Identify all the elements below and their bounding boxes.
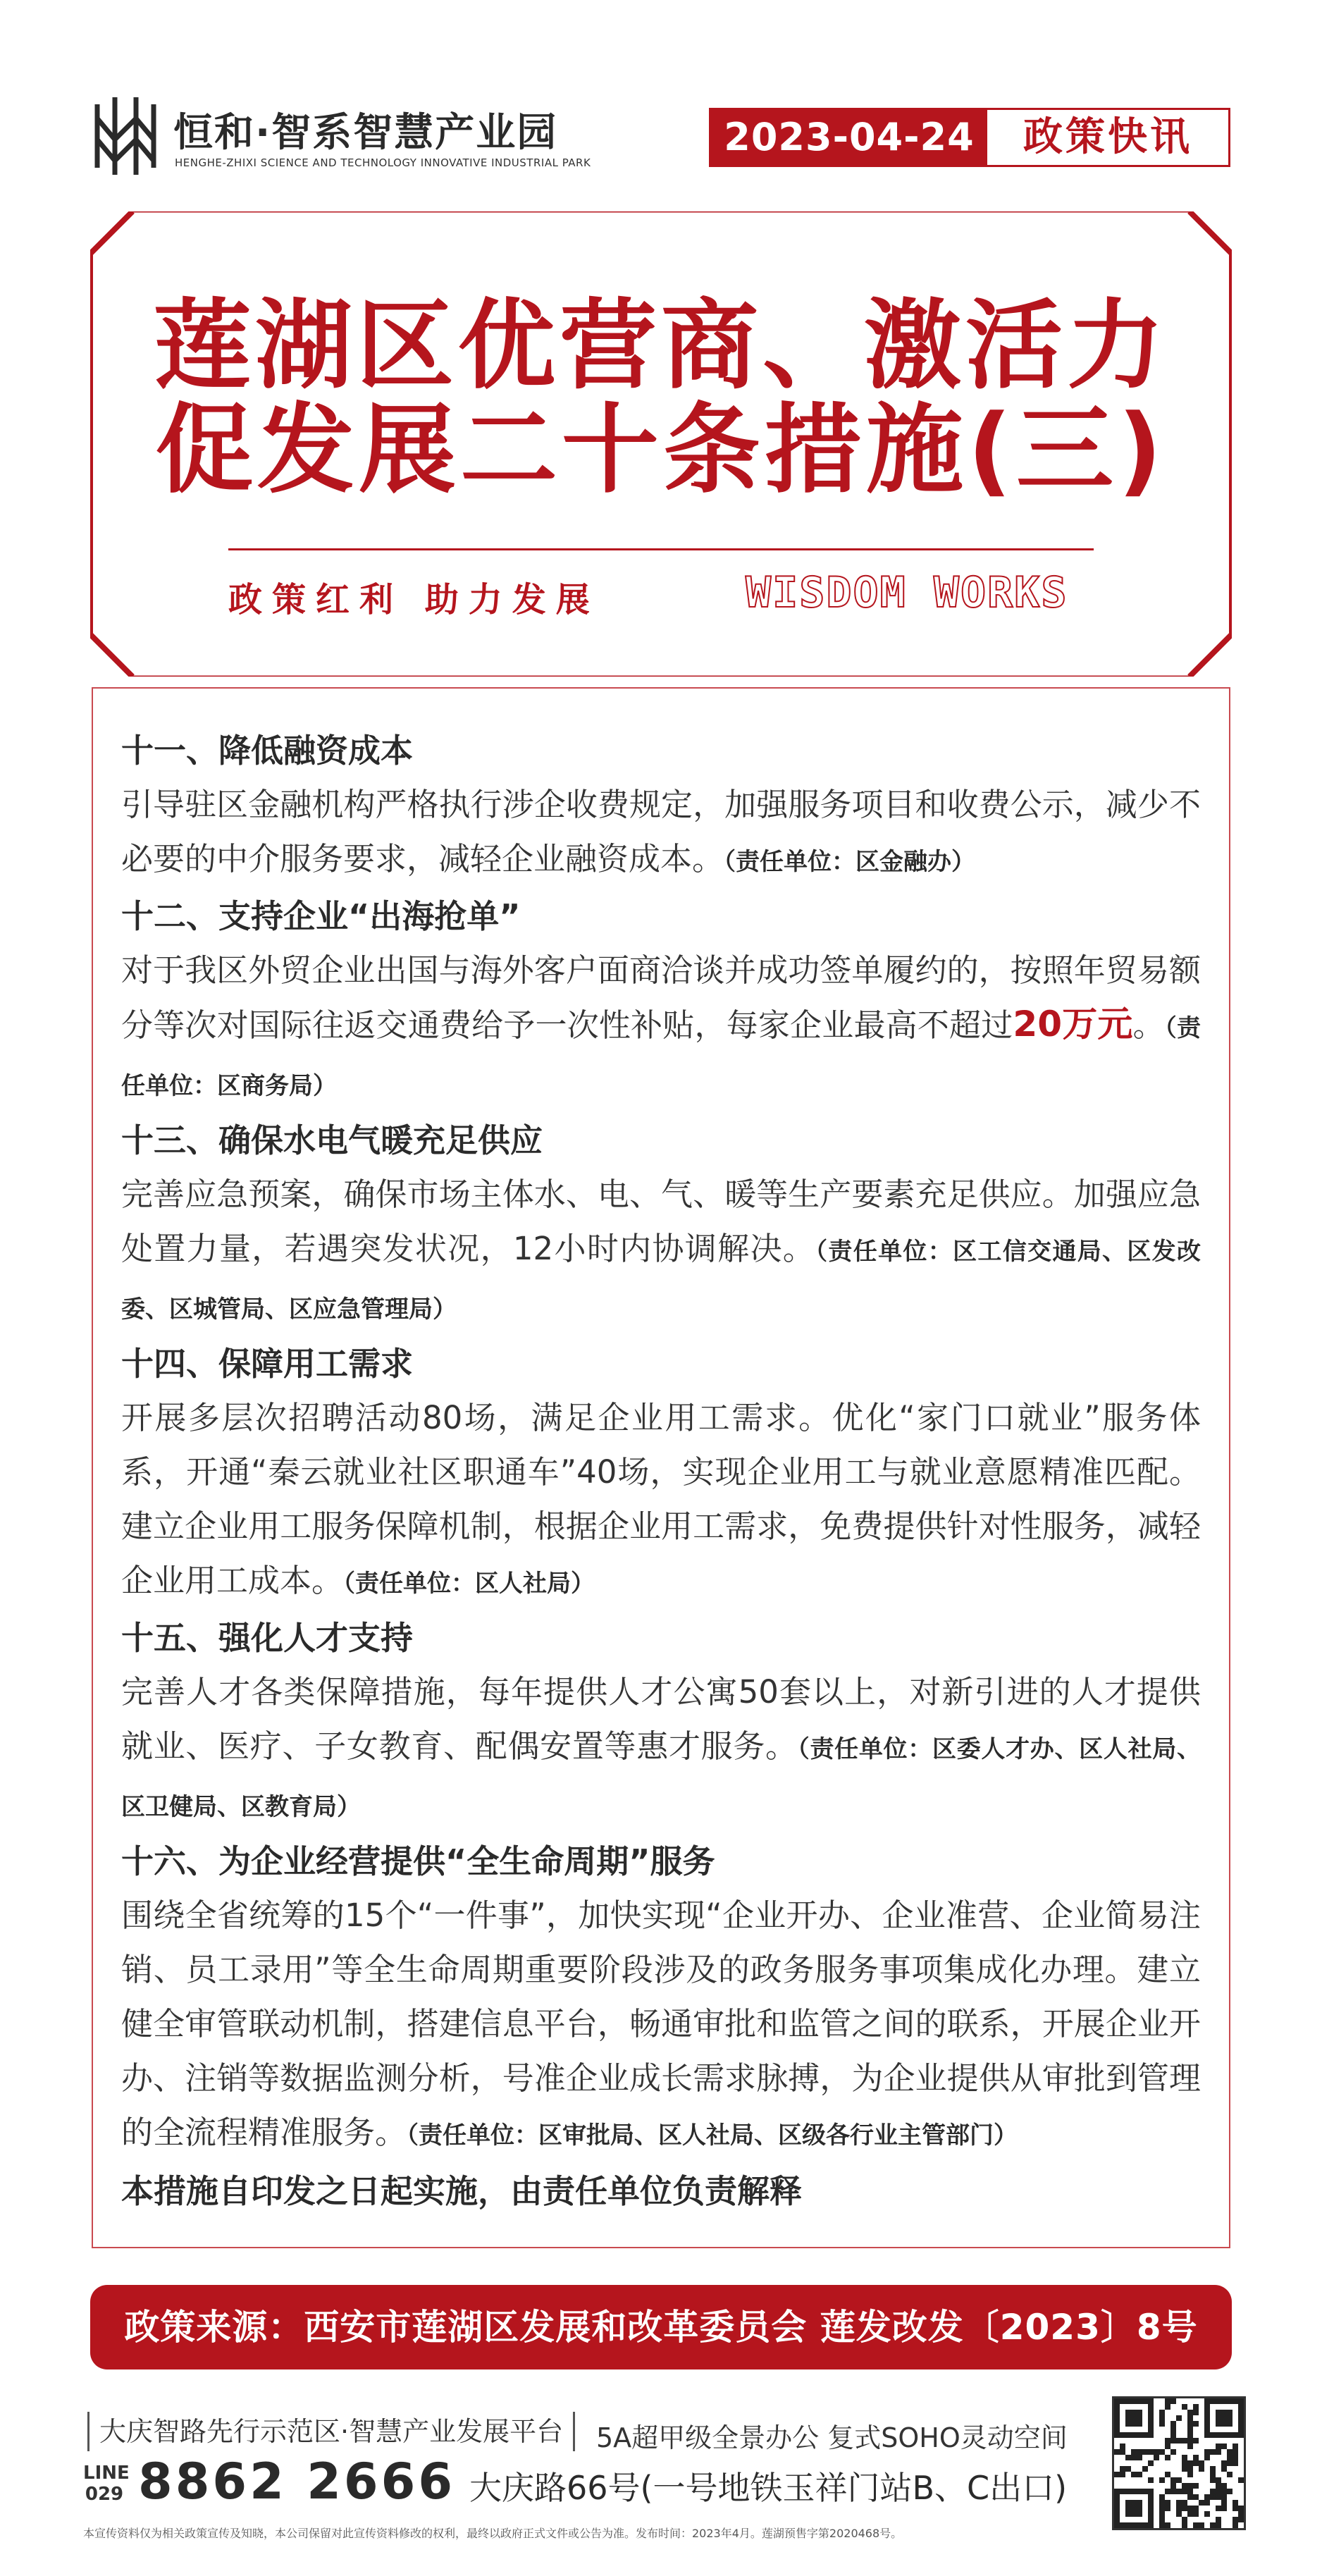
- policy-source-bar: 政策来源：西安市莲湖区发展和改革委员会 莲发改发〔2023〕8号: [90, 2285, 1232, 2369]
- park-logo-icon: [90, 97, 161, 175]
- disclaimer: 本宣传资料仅为相关政策宣传及知晓，本公司保留对此宣传资料修改的权利，最终以政府正式文件或公告为准。发布时间：2023年4月。莲湖预售字第2020468号。: [83, 2527, 903, 2540]
- hotline-number: 8862 2666: [138, 2453, 456, 2510]
- qr-code[interactable]: [1112, 2396, 1246, 2530]
- policy-heading: 十四、保障用工需求: [121, 1345, 413, 1383]
- page-title-line-2: 促发展二十条措施(三): [155, 393, 1167, 507]
- policy-item-11: [121, 724, 1201, 889]
- subsidy-amount: 20万元: [1013, 1004, 1133, 1044]
- qr-code-icon: [1114, 2398, 1244, 2528]
- responsible-unit: （责任单位：区人社局）: [343, 1570, 595, 1598]
- publish-date: 2023-04-24: [711, 110, 987, 165]
- responsible-unit: （责任单位：区委人才办、区人社局、区卫健局、区教育局）: [121, 1735, 1201, 1821]
- brand-wordmark: WISDOM WORKS: [746, 568, 1068, 617]
- platform-label: 大庆智路先行示范区·智慧产业发展平台: [87, 2412, 575, 2451]
- policy-heading: 十五、强化人才支持: [121, 1619, 413, 1657]
- hotline-line-text: LINE: [83, 2463, 130, 2484]
- policy-body: 围绕全省统筹的15个“一件事”，加快实现“企业开办、企业准营、企业简易注销、员工录用”等全生命周期重要阶段涉及的政务服务事项集成化办理。建立健全审管联动机制，搭建信息平台，畅通审批和监管之间的联系，开展企业开办、注销等数据监测分析，号准企业成长需求脉搏，为企业提供从审批到管理的全流程精准服务。（责任单位：区审批局、区人社局、区级各行业主管部门）: [121, 1897, 1201, 2151]
- features-label: 5A超甲级全景办公 复式SOHO灵动空间: [596, 2422, 1068, 2453]
- page-title-line-1: 莲湖区优营商、激活力: [153, 289, 1168, 402]
- policy-item-13: [121, 1114, 1201, 1337]
- policy-body: 完善人才各类保障措施，每年提供人才公寓50套以上，对新引进的人才提供就业、医疗、子女教育、配偶安置等惠才服务。（责任单位：区委人才办、区人社局、区卫健局、区教育局）: [121, 1673, 1201, 1821]
- policy-body: 对于我区外贸企业出国与海外客户面商洽谈并成功签单履约的，按照年贸易额分等次对国际往返交通费给予一次性补贴，每家企业最高不超过20万元。（责任单位：区商务局）: [121, 951, 1201, 1100]
- policy-item-14: [121, 1337, 1201, 1611]
- policy-item-16: [121, 1835, 1201, 2163]
- date-badge: [709, 108, 1230, 167]
- responsible-unit: （责任单位：区工信交通局、区发改委、区城管局、区应急管理局）: [121, 1238, 1201, 1324]
- policy-heading: 十三、确保水电气暖充足供应: [121, 1121, 543, 1159]
- address: 大庆路66号(一号地铁玉祥门站B、C出口): [469, 2469, 1068, 2507]
- hotline-label: [83, 2463, 130, 2505]
- responsible-unit: （责任单位：区金融办）: [724, 848, 976, 876]
- responsible-unit: （责任单位：区审批局、区人社局、区级各行业主管部门）: [407, 2121, 1018, 2150]
- policy-body: 开展多层次招聘活动80场，满足企业用工需求。优化“家门口就业”服务体系，开通“秦云就业社区职通车”40场，实现企业用工与就业意愿精准匹配。建立企业用工服务保障机制，根据企业用工需求，免费提供针对性服务，减轻企业用工成本。（责任单位：区人社局）: [121, 1399, 1201, 1599]
- policy-content-box: [92, 687, 1230, 2248]
- news-tag: 政策快讯: [1023, 114, 1192, 160]
- policy-item-15: [121, 1611, 1201, 1835]
- logo-english-name: HENGHE-ZHIXI SCIENCE AND TECHNOLOGY INNOVATIVE INDUSTRIAL PARK: [175, 156, 591, 169]
- title-frame: [90, 211, 1232, 677]
- logo-chinese-name: 恒和·智系智慧产业园: [173, 110, 558, 156]
- closing-statement: 本措施自印发之日起实施，由责任单位负责解释: [121, 2172, 802, 2210]
- policy-heading: 十六、为企业经营提供“全生命周期”服务: [121, 1842, 715, 1880]
- policy-body: 引导驻区金融机构严格执行涉企收费规定，加强服务项目和收费公示，减少不必要的中介服务要求，减轻企业融资成本。（责任单位：区金融办）: [121, 786, 1201, 877]
- policy-body: 完善应急预案，确保市场主体水、电、气、暖等生产要素充足供应。加强应急处置力量，若遇突发状况，12小时内协调解决。（责任单位：区工信交通局、区发改委、区城管局、区应急管理局）: [121, 1176, 1201, 1324]
- hotline-area-code: 029: [85, 2484, 124, 2505]
- title-divider: [228, 548, 1094, 550]
- policy-heading: 十一、降低融资成本: [121, 732, 413, 770]
- policy-item-12: [121, 889, 1201, 1114]
- responsible-unit: （责任单位：区商务局）: [121, 1014, 1201, 1100]
- slogan: 政策红利 助力发展: [228, 580, 600, 620]
- policy-heading: 十二、支持企业“出海抢单”: [121, 897, 521, 935]
- park-logo: [90, 97, 598, 182]
